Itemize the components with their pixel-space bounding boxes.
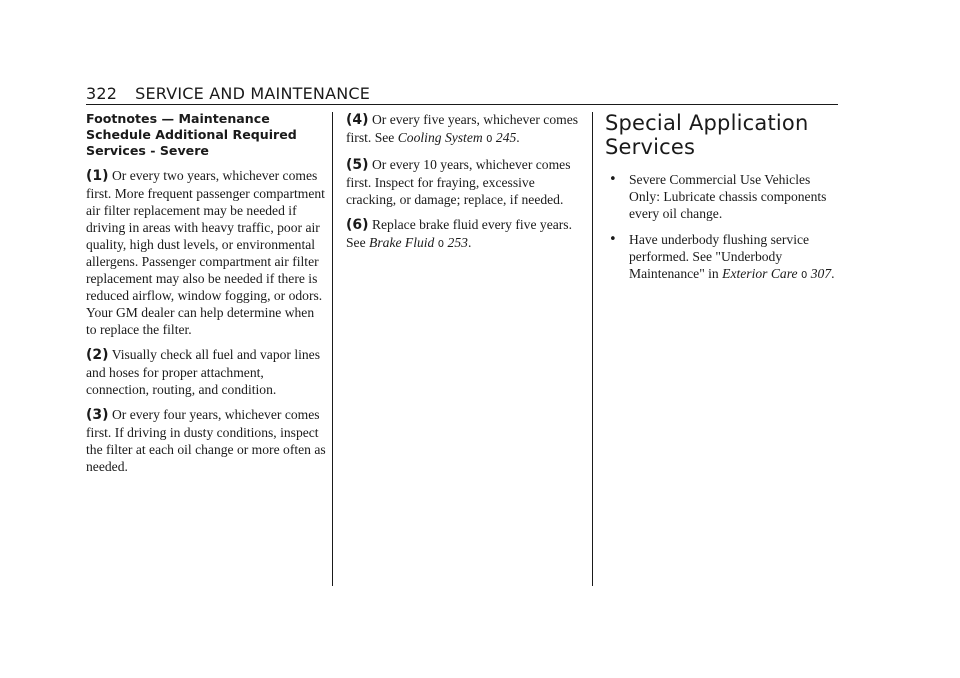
page-ref-arrow-icon: 0 [486, 134, 493, 145]
footnote-text: Or every four years, whichever comes first. If driving in dusty conditions, inspect the filter at each oil change or more often as needed. [86, 407, 326, 474]
section-heading: Special Application Services [605, 111, 809, 159]
ref-page: 307 [810, 266, 832, 281]
footnote-text: Or every 10 years, whichever comes first. Inspect for fraying, excessive cracking, or damage; replace, if needed. [346, 157, 571, 207]
bullet-list [605, 171, 837, 284]
footnote-text: Or every two years, whichever comes first. More frequent passenger compartment air filter replacement may be needed if driving in areas with heavy traffic, poor air quality, high dust levels, or environmental allergens. Passenger compartment air filter replacement may also be needed if there is reduced airflow, window fogging, or odors. Your GM dealer can help determine when to replace the filter. [86, 168, 325, 337]
column-3 [605, 111, 837, 293]
section-title-header: SERVICE AND MAINTENANCE [135, 84, 371, 103]
footnote-text: Replace brake fluid every five years. See [346, 217, 572, 250]
footnote-3 [86, 406, 326, 475]
column-divider-1 [332, 112, 333, 586]
column-1 [86, 111, 326, 483]
column-divider-2 [592, 112, 593, 586]
column-2 [346, 111, 582, 261]
footnote-marker: (4) [346, 112, 369, 128]
punctuation: . [467, 235, 472, 250]
footnote-text: Or every five years, whichever comes first. See [346, 112, 579, 145]
bullet-text: Have underbody flushing service performed. See "Underbody Maintenance" in [629, 232, 810, 281]
footnote-text: Visually check all fuel and vapor lines and hoses for proper attachment, connection, routing, and condition. [86, 347, 321, 397]
footnote-marker: (2) [86, 347, 109, 363]
ref-title: Cooling System [397, 130, 483, 145]
ref-title: Exterior Care [722, 266, 798, 281]
bullet-icon: • [609, 172, 617, 187]
ref-page: 253 [447, 235, 468, 250]
footnote-6 [346, 216, 582, 253]
list-item [605, 171, 837, 222]
page-header [86, 84, 370, 103]
cross-reference-link[interactable] [397, 130, 520, 145]
cross-reference-link[interactable] [722, 266, 831, 281]
footnote-5 [346, 156, 582, 208]
footnote-marker: (5) [346, 157, 369, 173]
footnote-4 [346, 111, 582, 148]
footnote-1 [86, 167, 326, 338]
list-item [605, 231, 837, 284]
punctuation: . [516, 130, 520, 145]
ref-page: 245 [495, 130, 517, 145]
header-rule [86, 104, 838, 105]
footnote-2 [86, 346, 326, 398]
ref-title: Brake Fluid [369, 235, 435, 250]
punctuation: . [831, 266, 835, 281]
footnotes-subhead: Footnotes — Maintenance Schedule Additional Required Services - Severe [86, 111, 297, 158]
footnote-marker: (1) [86, 168, 109, 184]
cross-reference-link[interactable] [369, 235, 468, 250]
page-ref-arrow-icon: 0 [800, 270, 808, 281]
footnote-marker: (3) [86, 407, 109, 423]
bullet-text: Severe Commercial Use Vehicles Only: Lubricate chassis components every oil change. [629, 172, 827, 221]
footnote-marker: (6) [346, 217, 369, 233]
page-ref-arrow-icon: 0 [437, 239, 445, 250]
bullet-icon: • [609, 232, 617, 247]
page-number: 322 [86, 84, 118, 103]
